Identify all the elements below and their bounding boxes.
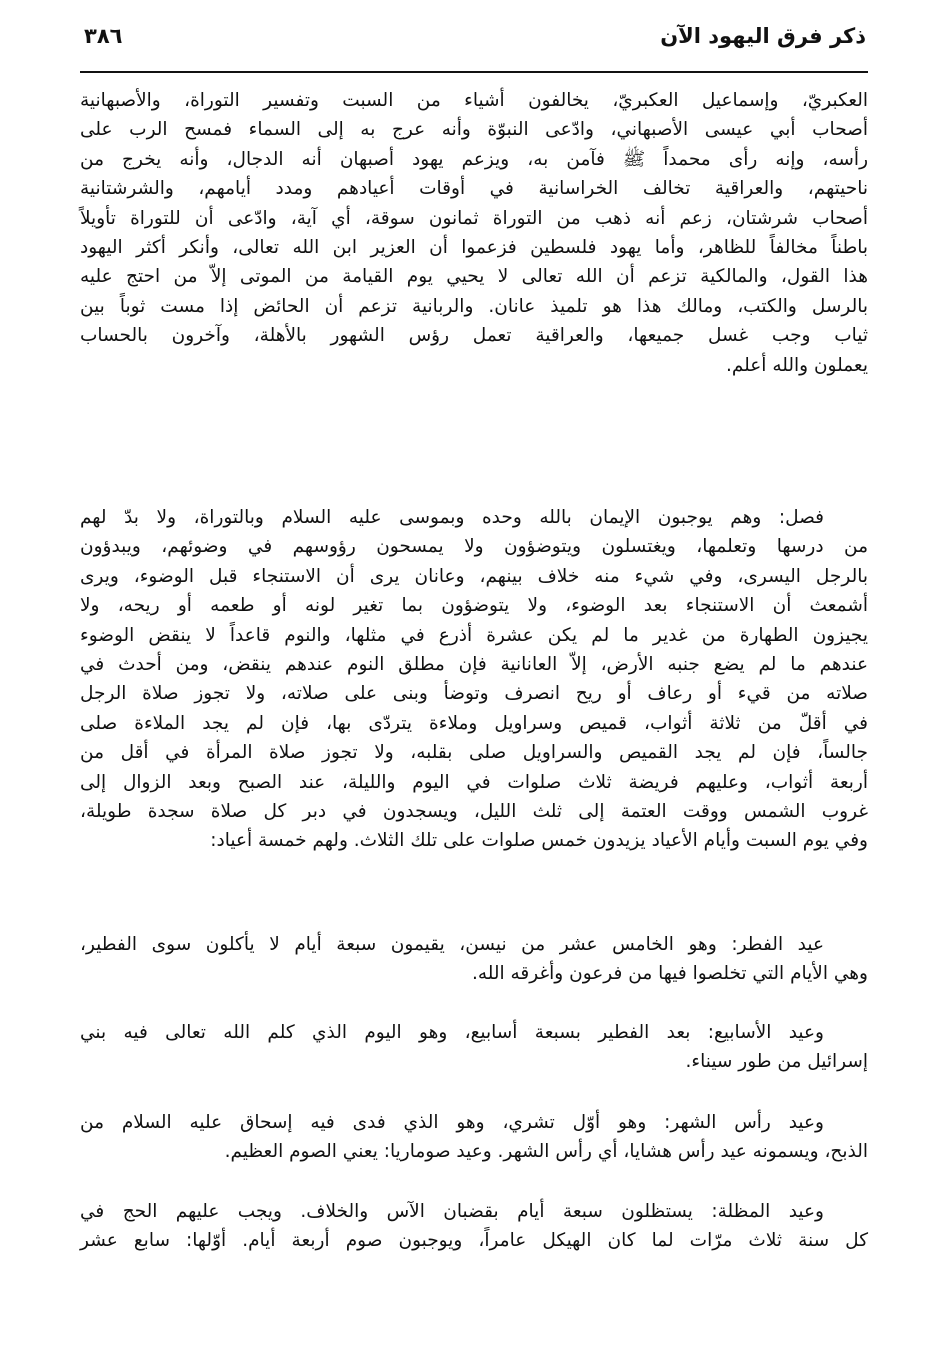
text-line: وعيد الأسابيع: بعد الفطير بسبعة أسابيع، وهو اليوم الذي كلم الله تعالى فيه بني bbox=[80, 1022, 824, 1043]
paragraph bbox=[80, 1197, 868, 1256]
text-line: إسرائيل من طور سيناء. bbox=[685, 1051, 868, 1073]
paragraph bbox=[80, 930, 868, 989]
text-line: يجيزون الطهارة من غدير ما لم يكن عشرة أذرع في مثلها، والنوم قاعداً لا ينقض الوضوء bbox=[80, 624, 868, 646]
text-line: الذبح، ويسمونه عيد رأس هشايا، أي رأس الشهر. وعيد صوماريا: يعني الصوم العظيم. bbox=[224, 1141, 868, 1163]
text-line: وهي الأيام التي تخلصوا فيها من فرعون وأغرقه الله. bbox=[471, 963, 868, 985]
text-line: بالرسل والكتب، ومالك هذا هو تلميذ عانان. والربانية تزعم أن الحائض إذا مست ثوباً بين bbox=[80, 295, 868, 317]
paragraph bbox=[80, 503, 868, 856]
text-line: باطناً مخالفاً للظاهر، وأما يهود فلسطين فزعموا أن العزير ابن الله تعالى، وأنكر أكثر اليهود bbox=[80, 236, 868, 258]
text-line: أصحاب شرشتان، زعم أنه ذهب من التوراة ثمانون سوقة، أي آية، وادّعى أن للتوراة تأويلاً bbox=[80, 207, 868, 229]
text-line: عيد الفطر: وهو الخامس عشر من نيسن، يقيمون سبعة أيام لا يأكلون سوى الفطير، bbox=[80, 934, 824, 955]
text-line: عندهم ما لم يضع جنبه الأرض، إلاّ العانانية فإن مطلق النوم عندهم ينقض، ومن أحدث في bbox=[80, 653, 868, 675]
text-line: من درسها وتعلمها، ويغتسلون ويتوضؤون ولا يمسحون رؤوسهم في وضوئهم، ويبدؤون bbox=[80, 536, 868, 558]
text-line: جالساً، فإن لم يجد القميص والسراويل صلى بقلبه، ولا تجوز صلاة المرأة في أقل من bbox=[80, 742, 868, 764]
text-line: أربعة أثواب، وعليهم فريضة ثلاث صلوات في اليوم والليلة، عند الصبح وبعد الزوال إلى bbox=[80, 771, 868, 793]
text-line: فصل: وهم يوجبون الإيمان بالله وحده وبموسى عليه السلام وبالتوراة، ولا بدّ لهم bbox=[80, 507, 824, 528]
paragraph bbox=[80, 1108, 868, 1167]
text-line: العكبريّ، وإسماعيل العكبريّ، يخالفون أشياء من السبت وتفسير التوراة، والأصبهانية bbox=[80, 90, 868, 111]
paragraph bbox=[80, 1018, 868, 1077]
text-line: صلاته من قيء أو رعاف أو ريح انصرف وتوضأ وبنى على صلاته، ولا تجوز صلاة الرجل bbox=[80, 683, 868, 705]
paragraph bbox=[80, 86, 868, 380]
text-line: غروب الشمس ووقت العتمة إلى ثلث الليل، ويسجدون في دبر كل صلاة سجدة طويلة، bbox=[80, 800, 868, 822]
text-line: وعيد المظلة: يستظلون سبعة أيام بقضبان الآس والخلاف. ويجب عليهم الحج في bbox=[80, 1201, 824, 1222]
text-line: رأسه، وإنه رأى محمداً ﷺ فآمن به، ويزعم يهود أصبهان أنه الدجال، وأنه يخرج من bbox=[80, 148, 868, 170]
text-line: وعيد رأس الشهر: وهو أوّل تشري، وهو الذي فدى فيه إسحاق عليه السلام من bbox=[80, 1112, 824, 1133]
text-line: هذا القول، والمالكية تزعم أن الله تعالى لا يحيي يوم القيامة من الموتى إلاّ من احتج عليه bbox=[80, 266, 868, 288]
text-line: ثياب وجب غسل جميعها، والعراقية تعمل رؤس الشهور بالأهلة، وآخرون بالحساب bbox=[80, 325, 868, 347]
text-line: ناحيتهم، والعراقية تخالف الخراسانية في أوقات أعيادهم ومدد أيامهم، والشرشتانية bbox=[80, 178, 868, 200]
text-line: كل سنة ثلاث مرّات لما كان الهيكل عامراً، ويوجبون صوم أربعة أيام. أوّلها: سابع عشر bbox=[80, 1230, 868, 1252]
text-line: بالرجل اليسرى، وفي شيء منه خلاف بينهم، وعانان يرى أن الاستنجاء قبل الوضوء، ويرى bbox=[80, 565, 868, 587]
header-rule bbox=[80, 71, 868, 73]
text-line: في أقلّ من ثلاثة أثواب، قميص وسراويل وملاءة يتردّى بها، فإن لم يجد الملاءة صلى bbox=[80, 712, 868, 734]
text-line: أصحاب أبي عيسى الأصبهاني، وادّعى النبوّة وأنه عرج به إلى السماء فمسح الرب على bbox=[80, 119, 868, 141]
text-line: وفي يوم السبت وأيام الأعياد يزيدون خمس صلوات على تلك الثلاث. ولهم خمسة أعياد: bbox=[210, 830, 868, 852]
page-number: ٣٨٦ bbox=[84, 24, 123, 48]
text-line: يعملون والله أعلم. bbox=[725, 354, 868, 376]
text-line: أشمعث أن الاستنجاء بعد الوضوء، ولا يتوضؤون بما تغير لونه أو طعمه أو ريحه، ولا bbox=[80, 595, 868, 617]
running-header-title: ذكر فرق اليهود الآن bbox=[660, 24, 866, 48]
